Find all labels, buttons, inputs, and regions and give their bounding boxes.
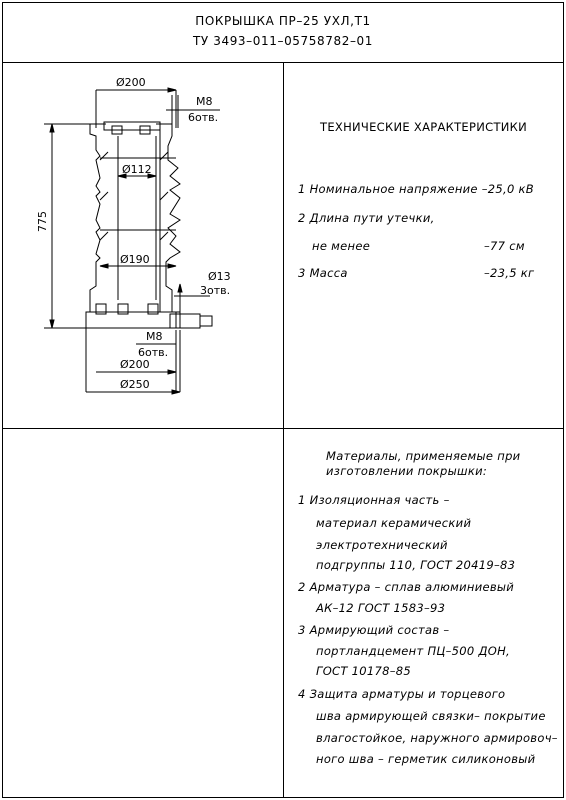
specs-heading: ТЕХНИЧЕСКИЕ ХАРАКТЕРИСТИКИ [320,120,528,134]
materials-line: ГОСТ 10178–85 [316,664,412,678]
spec-leakage-value: –77 см [484,239,525,253]
spec-mass-value: –23,5 кг [484,266,535,280]
dim-bottom-holes: 6отв. [138,346,169,359]
spec-mass-label: 3 Масса [298,266,348,280]
materials-line: ного шва – герметик силиконовый [316,752,536,766]
spec-leakage-path: 2 Длина пути утечки, [298,211,435,225]
materials-line: АК–12 ГОСТ 1583–93 [316,601,446,615]
insulator-drawing [0,62,283,428]
spec-leakage-label: не менее [312,239,371,253]
dim-inner-diameter: Ø112 [122,163,152,176]
dim-height: 775 [36,211,49,232]
dim-shed-diameter: Ø190 [120,253,150,266]
dim-base-diameter: Ø250 [120,378,150,391]
materials-line: электротехнический [316,538,448,552]
materials-line: 2 Арматура – сплав алюминиевый [298,580,515,594]
dim-bottom-diameter: Ø200 [120,358,150,371]
materials-heading-line2: изготовлении покрышки: [326,464,488,478]
materials-line: портландцемент ПЦ–500 ДОН, [316,644,511,658]
document-title: ПОКРЫШКА ПР–25 УХЛ,Т1 [195,14,371,28]
dim-bottom-bolt: M8 [146,330,163,343]
dim-side-holes: 3отв. [200,284,231,297]
materials-line: 3 Армирующий состав – [298,623,450,637]
materials-line: влагостойкое, наружного армировоч– [316,731,558,745]
dim-top-holes: 6отв. [188,111,219,124]
materials-line: 4 Защита арматуры и торцевого [298,687,506,701]
materials-line: шва армирующей связки– покрытие [316,709,546,723]
document-spec-number: ТУ 3493–011–05758782–01 [192,34,374,48]
dim-top-diameter: Ø200 [116,76,146,89]
column-divider [283,62,284,798]
materials-line: подгруппы 110, ГОСТ 20419–83 [316,558,516,572]
materials-heading-line1: Материалы, применяемые при [326,449,521,463]
dim-side-hole: Ø13 [208,270,231,283]
materials-line: материал керамический [316,516,472,530]
dim-top-bolt: M8 [196,95,213,108]
materials-line: 1 Изоляционная часть – [298,493,450,507]
spec-voltage: 1 Номинальное напряжение –25,0 кВ [298,182,534,196]
